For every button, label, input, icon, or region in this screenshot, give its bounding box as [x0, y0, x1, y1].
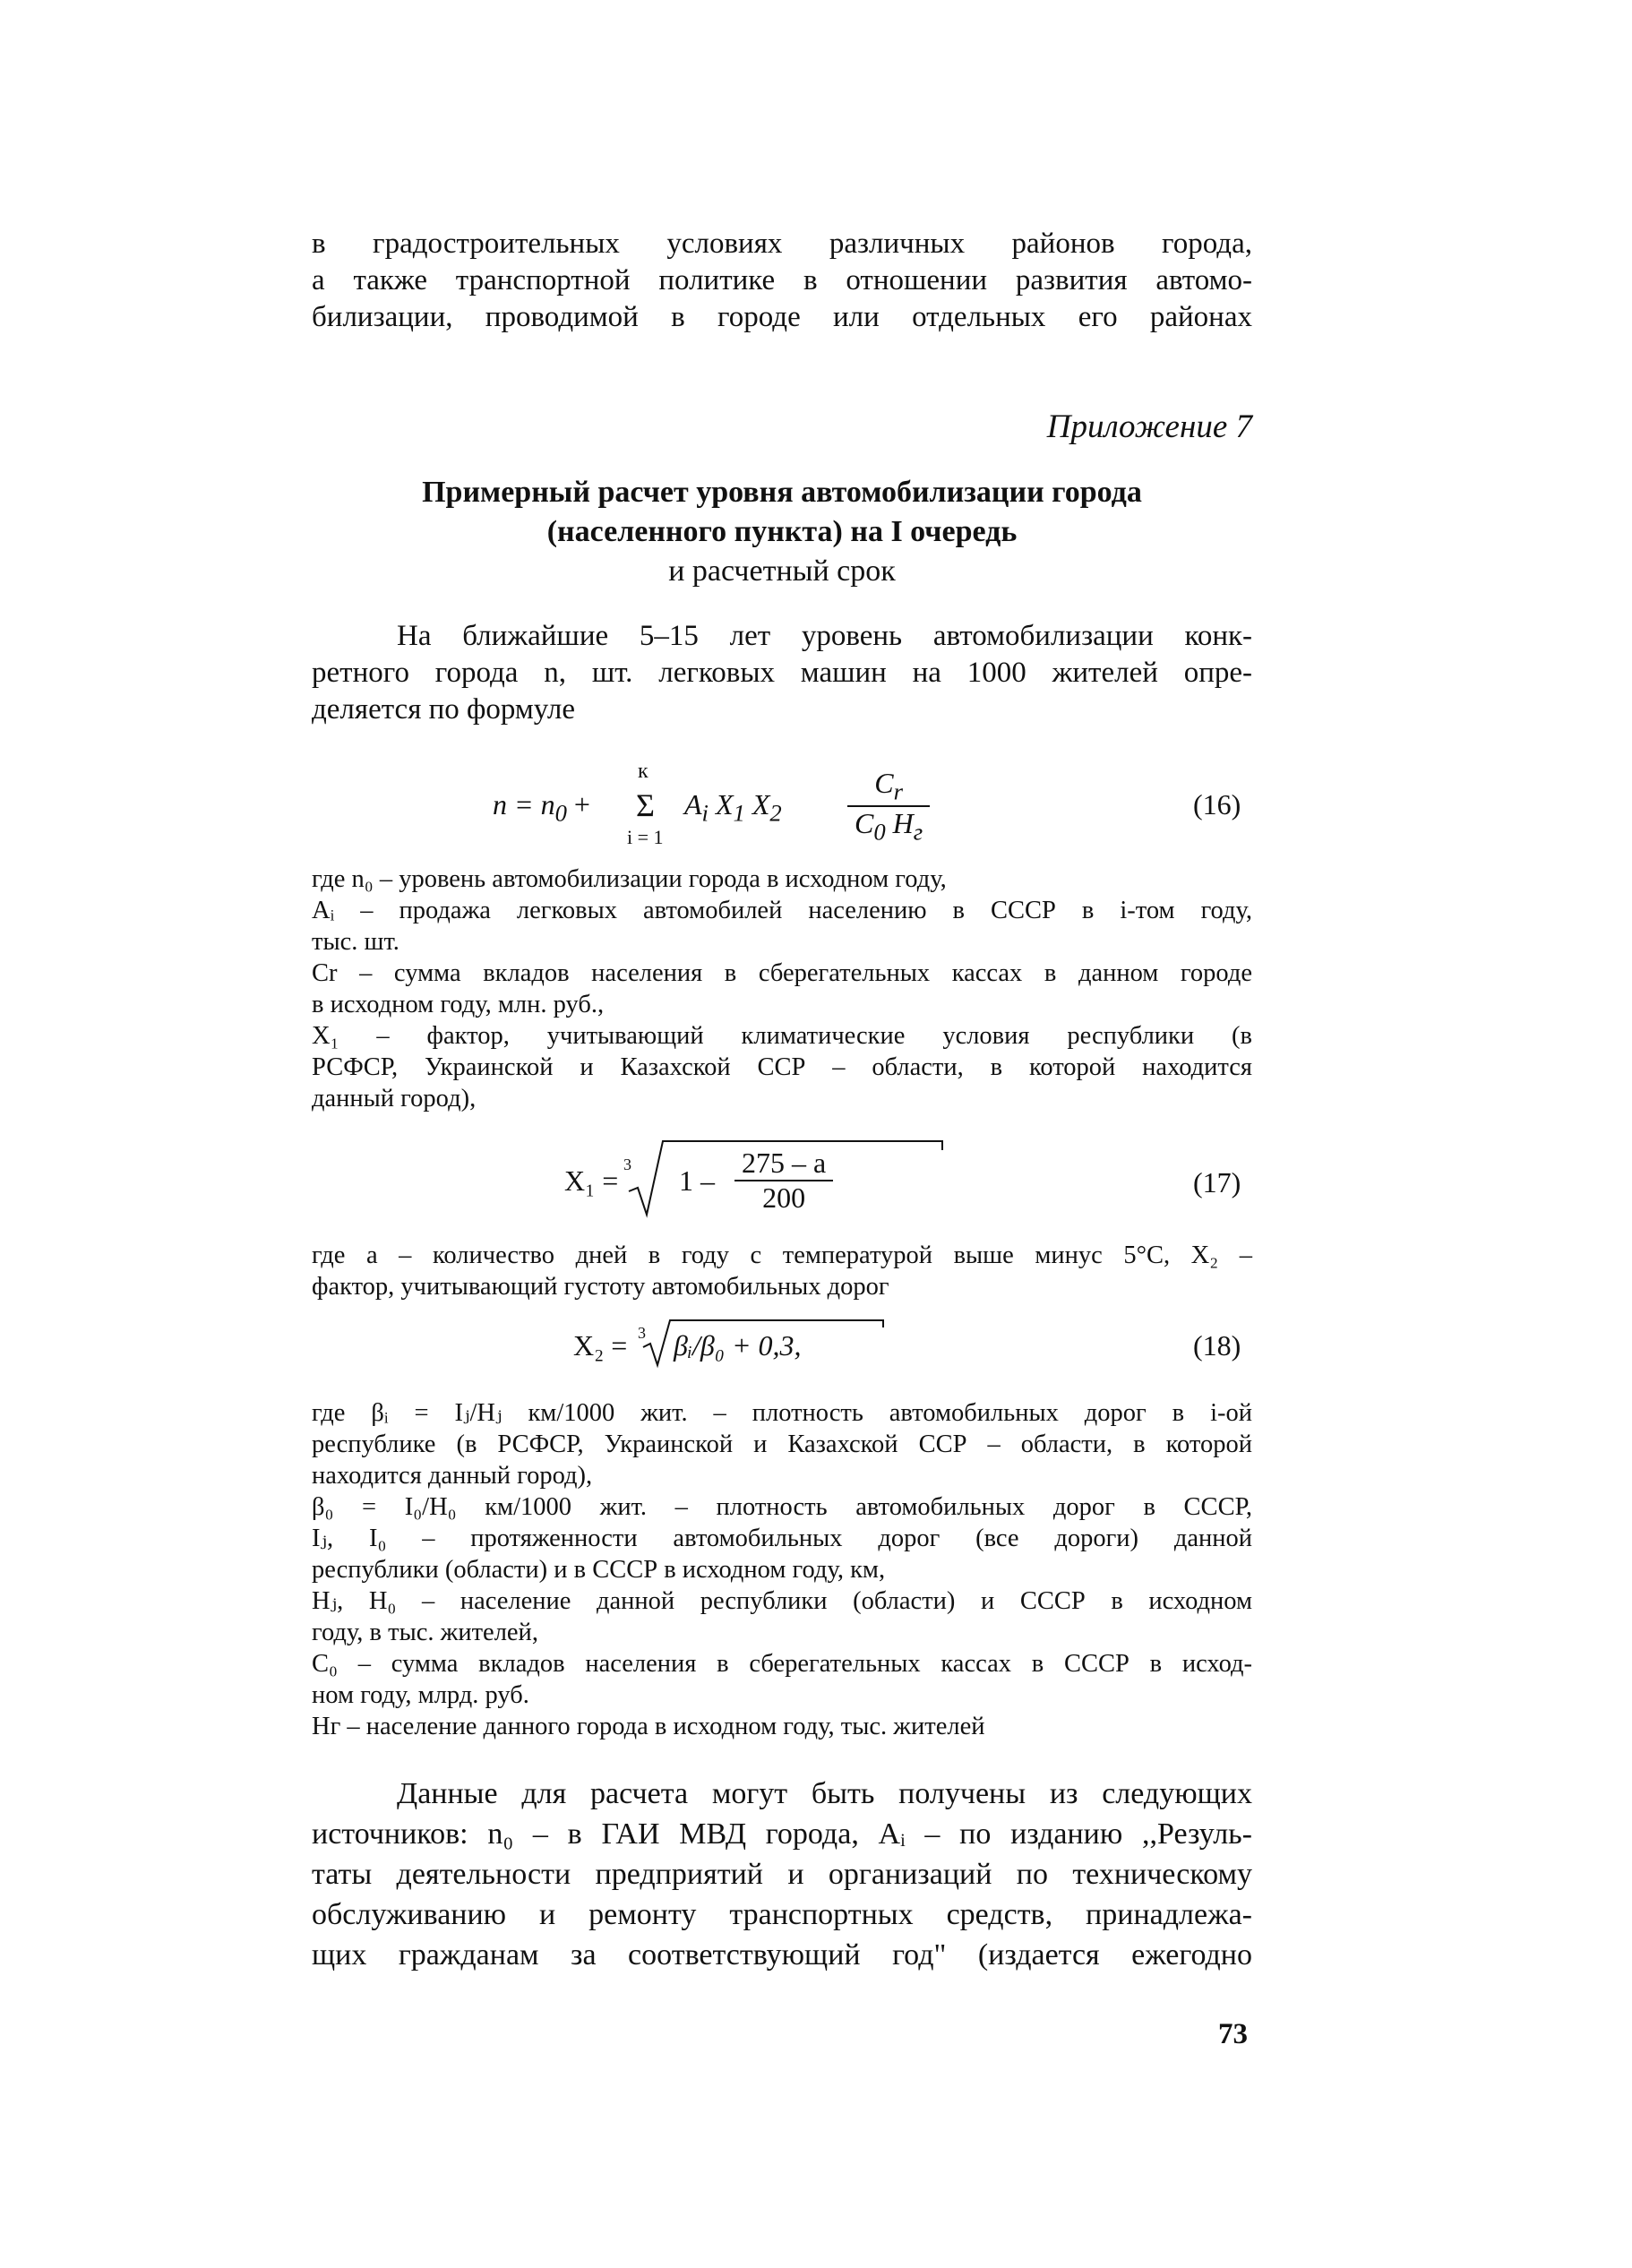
term-x1: X	[715, 788, 734, 820]
definition-line: РСФСР, Украинской и Казахской ССР – области, в которой находится	[312, 1053, 1252, 1081]
term-a: A	[684, 788, 702, 820]
definition-line: β₀ = I₀/H₀ км/1000 жит. – плотность автомобильных дорог в СССР,	[312, 1493, 1252, 1521]
formula-lhs: X₂ =	[573, 1329, 628, 1362]
frac-num: 275 – a	[734, 1147, 833, 1181]
heading-line: (населенного пункта) на I очередь	[546, 515, 1018, 548]
text-line: На ближайшие 5–15 лет уровень автомобилизации конк-	[397, 620, 1252, 652]
formula-sub: 0	[554, 799, 567, 827]
formula-16	[493, 760, 994, 849]
section-heading	[312, 473, 1252, 591]
bottom-paragraph	[312, 1774, 1252, 1975]
text-line: ретного города n, шт. легковых машин на 1000 жителей опре-	[312, 657, 1252, 689]
frac-den2: H	[892, 807, 914, 840]
definition-line: году, в тыс. жителей,	[312, 1619, 538, 1646]
page-number: 73	[1218, 2018, 1248, 2050]
formula-number-16: (16)	[1193, 788, 1241, 820]
definition-line: тыс. шт.	[312, 928, 399, 956]
formula-fraction	[847, 767, 930, 846]
definitions-16	[312, 863, 1252, 1114]
appendix-label: Приложение 7	[1046, 408, 1252, 445]
definition-line: Cr – сумма вкладов населения в сберегательных кассах в данном городе	[312, 959, 1252, 987]
sum-top: к	[638, 760, 649, 783]
formula-number-18: (18)	[1193, 1329, 1241, 1362]
definition-line: республике (в РСФСР, Украинской и Казахской ССР – области, в которой	[312, 1430, 1252, 1458]
formula-18	[573, 1317, 896, 1370]
text-line: источников: n₀ – в ГАИ МВД города, Aᵢ – по изданию ,,Резуль-	[312, 1817, 1252, 1851]
definition-line: где a – количество дней в году с температурой выше минус 5°С, X₂ –	[312, 1241, 1252, 1269]
radicand: βᵢ/β₀ + 0,3,	[674, 1329, 802, 1362]
definition-line: где βᵢ = Iⱼ/Hⱼ км/1000 жит. – плотность автомобильных дорог в i-ой	[312, 1399, 1252, 1427]
definitions-18	[312, 1397, 1252, 1742]
term-a-sub: i	[701, 799, 709, 827]
definition-line: где n₀ – уровень автомобилизации города в исходном году,	[312, 865, 947, 893]
definition-line: фактор, учитывающий густоту автомобильных дорог	[312, 1273, 889, 1301]
frac-den: C	[855, 807, 874, 840]
radicand-one: 1 –	[679, 1164, 715, 1197]
formula-number-17: (17)	[1193, 1166, 1241, 1198]
term-x2: X	[752, 788, 770, 820]
frac-num: C	[874, 767, 894, 799]
text-line: билизации, проводимой в городе или отдельных его районах	[312, 301, 1252, 333]
definition-line: данный город),	[312, 1085, 477, 1113]
heading-line: и расчетный срок	[668, 554, 896, 588]
formula-lhs: X₁ =	[564, 1164, 619, 1197]
top-paragraph	[312, 226, 1252, 336]
heading-line: Примерный расчет уровня автомобилизации города	[422, 476, 1142, 509]
definition-line: Iⱼ, I₀ – протяженности автомобильных дорог (все дороги) данной	[312, 1525, 1252, 1552]
formula-17	[564, 1136, 941, 1225]
frac-num-sub: r	[893, 777, 903, 805]
term-x1-sub: 1	[733, 799, 745, 827]
definition-line: в исходном году, млн. руб.,	[312, 991, 605, 1018]
definition-line: Hⱼ, H₀ – население данной республики (области) и СССР в исходном	[312, 1587, 1252, 1615]
text-line: таты деятельности предприятий и организаций по техническому	[312, 1858, 1252, 1891]
definition-line: ном году, млрд. руб.	[312, 1681, 529, 1709]
formula-plus: +	[573, 788, 590, 820]
definitions-17	[312, 1240, 1252, 1302]
definition-line: находится данный город),	[312, 1462, 593, 1490]
text-line: деляется по формуле	[312, 693, 575, 726]
text-line: в градостроительных условиях различных районов города,	[312, 228, 1252, 260]
frac-den-sub: 0	[873, 818, 886, 846]
frac-den2-sub: г	[913, 818, 923, 846]
definition-line: C₀ – сумма вкладов населения в сберегательных кассах в СССР в исход-	[312, 1650, 1252, 1678]
formula-fraction	[734, 1147, 833, 1215]
sum-bottom: i = 1	[627, 826, 664, 848]
sum-symbol: Σ	[636, 787, 655, 823]
definition-line: республики (области) и в СССР в исходном году, км,	[312, 1556, 886, 1584]
text-line: а также транспортной политике в отношении развития автомо-	[312, 264, 1252, 296]
definition-line: X₁ – фактор, учитывающий климатические условия республики (в	[312, 1022, 1252, 1050]
term-x2-sub: 2	[769, 799, 782, 827]
formula-lhs: n = n	[493, 788, 555, 820]
text-line: щих гражданам за соответствующий год" (издается ежегодно	[312, 1938, 1252, 1972]
definition-line: Hг – население данного города в исходном году, тыс. жителей	[312, 1713, 985, 1740]
text-line: обслуживанию и ремонту транспортных средств, принадлежа-	[312, 1898, 1252, 1931]
text-line: Данные для расчета могут быть получены из следующих	[397, 1777, 1252, 1810]
frac-den: 200	[762, 1181, 806, 1214]
intro-paragraph	[312, 618, 1252, 728]
root-index: 3	[623, 1155, 631, 1173]
definition-line: Aᵢ – продажа легковых автомобилей населению в СССР в i-том году,	[312, 897, 1252, 924]
root-index: 3	[638, 1324, 646, 1342]
